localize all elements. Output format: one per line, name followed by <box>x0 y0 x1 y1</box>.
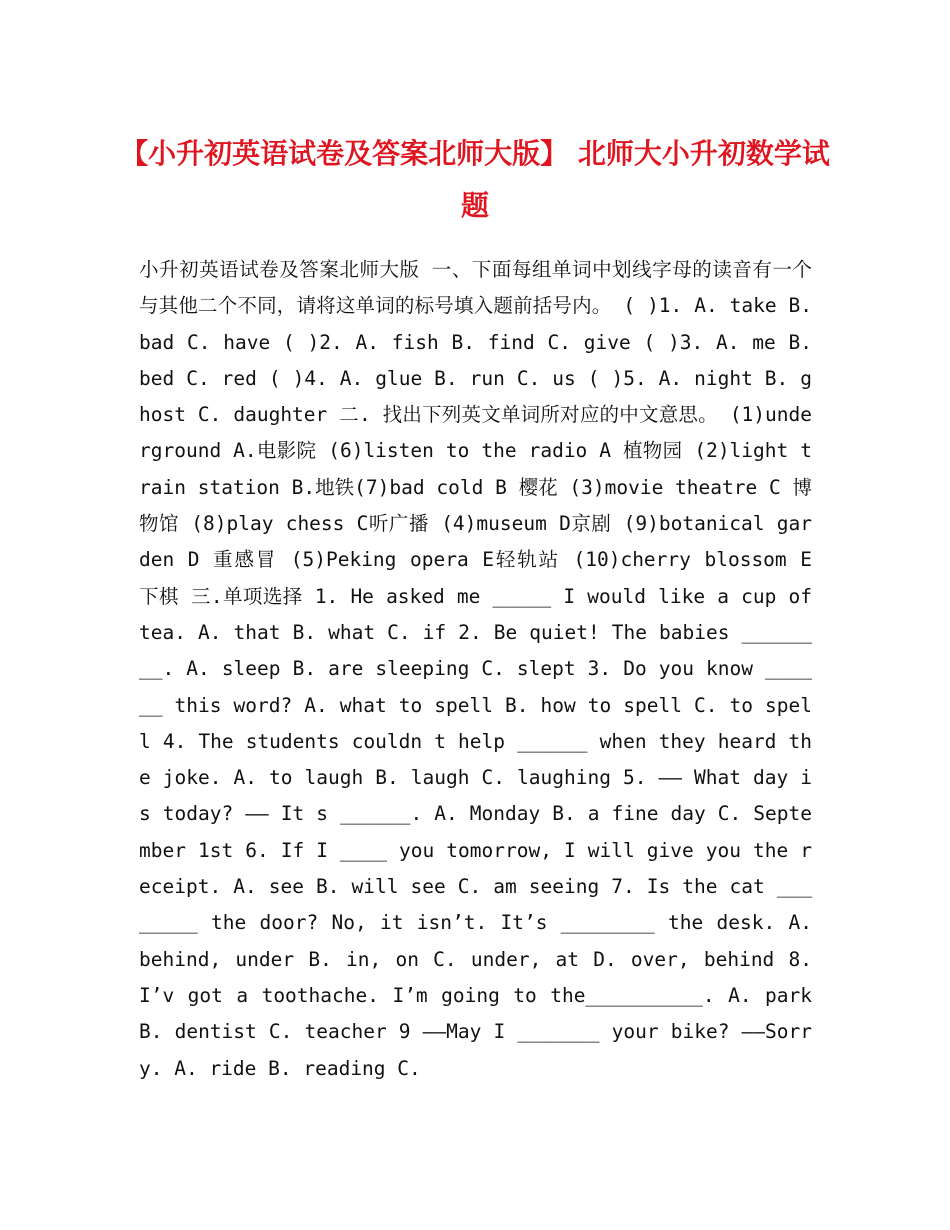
document-title: 【小升初英语试卷及答案北师大版】 北师大小升初数学试题 <box>120 137 830 222</box>
document-body-text: 小升初英语试卷及答案北师大版 一、下面每组单词中划线字母的读音有一个与其他二个不同，请将这单词的标号填入题前括号内。 ( )1. A. take B. bad C. have ( )2. A. fish B. find C. give ( )3. A. me B. bed C. red ( )4. A. glue B. run C. us ( )5. A. night B. ghost C. daughter 二. 找出下列英文单词所对应的中文意思。 (1)underground A.电影院 (6)listen to the radio A 植物园 (2)light train station B.地铁(7)bad cold B 樱花 (3)movie theatre C 博物馆 (8)play chess C听广播 (4)museum D京剧 (9)botanical garden D 重感冒 (5)Peking opera E轻轨站 (10)cherry blossom E 下棋 三.单项选择 1. He asked me _____ I would like a cup of tea. A. that B. what C. if 2. Be quiet! The babies ________. A. sleep B. are sleeping C. slept 3. Do you know ______ this word? A. what to spell B. how to spell C. to spell 4. The students couldn t help ______ when they heard the joke. A. to laugh B. laugh C. laughing 5. —— What day is today? —— It s ______. A. Monday B. a fine day C. September 1st 6. If I ____ you tomorrow, I will give you the receipt. A. see B. will see C. am seeing 7. Is the cat ________ the door? No, it isn’t. It’s ________ the desk. A. behind, under B. in, on C. under, at D. over, behind 8. I’v got a toothache. I’m going to the__________. A. park B. dentist C. teacher 9 ——May I _______ your bike? ——Sorry. A. ride B. reading C. <box>139 258 812 1080</box>
